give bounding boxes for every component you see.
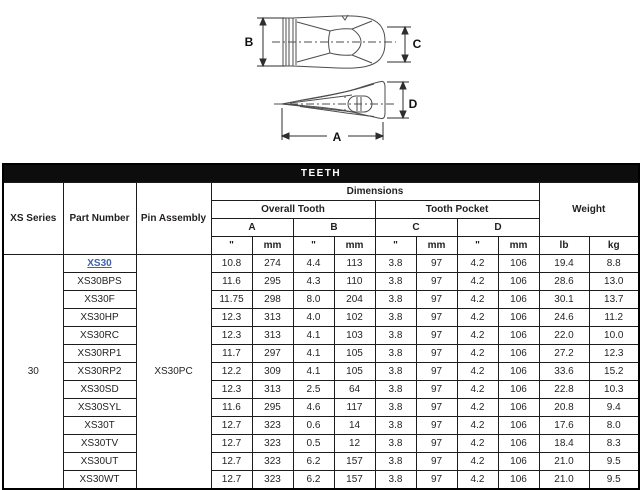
value-cell: 106 <box>498 291 539 309</box>
value-cell: 3.8 <box>375 453 416 471</box>
value-cell: 97 <box>416 327 457 345</box>
value-cell: 64 <box>334 381 375 399</box>
value-cell: 323 <box>252 435 293 453</box>
dim-label-c: C <box>412 37 422 51</box>
value-cell: 17.6 <box>539 417 589 435</box>
value-cell: 4.2 <box>457 453 498 471</box>
part-number-cell: XS30F <box>63 291 136 309</box>
value-cell: 106 <box>498 345 539 363</box>
value-cell: 106 <box>498 435 539 453</box>
series-value-cell: 30 <box>3 255 63 490</box>
value-cell: 12.3 <box>211 381 252 399</box>
unit-header-inch: " <box>457 237 498 255</box>
value-cell: 3.8 <box>375 309 416 327</box>
value-cell: 22.0 <box>539 327 589 345</box>
value-cell: 97 <box>416 345 457 363</box>
value-cell: 3.8 <box>375 345 416 363</box>
part-number-cell <box>63 255 136 273</box>
value-cell: 24.6 <box>539 309 589 327</box>
value-cell: 106 <box>498 471 539 490</box>
value-cell: 33.6 <box>539 363 589 381</box>
value-cell: 4.1 <box>293 327 334 345</box>
unit-header-mm: mm <box>416 237 457 255</box>
value-cell: 9.4 <box>589 399 639 417</box>
dim-c-arrow <box>387 27 411 62</box>
value-cell: 12.7 <box>211 453 252 471</box>
value-cell: 20.8 <box>539 399 589 417</box>
value-cell: 12 <box>334 435 375 453</box>
value-cell: 4.1 <box>293 345 334 363</box>
header-row-1 <box>3 183 639 201</box>
pin-assembly-value-cell: XS30PC <box>136 255 211 490</box>
value-cell: 4.4 <box>293 255 334 273</box>
part-number-link[interactable]: XS30 <box>87 257 112 269</box>
value-cell: 274 <box>252 255 293 273</box>
value-cell: 313 <box>252 327 293 345</box>
part-number-cell: XS30T <box>63 417 136 435</box>
value-cell: 13.7 <box>589 291 639 309</box>
value-cell: 102 <box>334 309 375 327</box>
col-header-pin-assembly: Pin Assembly <box>136 183 211 255</box>
value-cell: 6.2 <box>293 453 334 471</box>
value-cell: 12.3 <box>589 345 639 363</box>
value-cell: 323 <box>252 471 293 490</box>
tooth-side-view <box>274 81 396 118</box>
unit-header-lb: lb <box>539 237 589 255</box>
part-number-cell: XS30RP1 <box>63 345 136 363</box>
value-cell: 106 <box>498 417 539 435</box>
part-number-cell: XS30TV <box>63 435 136 453</box>
value-cell: 97 <box>416 381 457 399</box>
part-number-cell: XS30RP2 <box>63 363 136 381</box>
value-cell: 323 <box>252 417 293 435</box>
value-cell: 8.0 <box>293 291 334 309</box>
value-cell: 4.2 <box>457 255 498 273</box>
part-number-cell: XS30RC <box>63 327 136 345</box>
value-cell: 103 <box>334 327 375 345</box>
value-cell: 97 <box>416 399 457 417</box>
value-cell: 4.6 <box>293 399 334 417</box>
value-cell: 4.2 <box>457 363 498 381</box>
value-cell: 3.8 <box>375 381 416 399</box>
unit-header-mm: mm <box>498 237 539 255</box>
col-header-tooth-pocket: Tooth Pocket <box>375 201 539 219</box>
table-row <box>3 309 639 327</box>
value-cell: 313 <box>252 309 293 327</box>
col-header-dim-d: D <box>457 219 539 237</box>
part-number-cell: XS30HP <box>63 309 136 327</box>
value-cell: 12.3 <box>211 327 252 345</box>
value-cell: 11.2 <box>589 309 639 327</box>
value-cell: 3.8 <box>375 273 416 291</box>
dim-b-arrow <box>257 18 285 66</box>
col-header-dimensions: Dimensions <box>211 183 539 201</box>
value-cell: 295 <box>252 273 293 291</box>
value-cell: 22.8 <box>539 381 589 399</box>
value-cell: 106 <box>498 363 539 381</box>
col-header-overall-tooth: Overall Tooth <box>211 201 375 219</box>
value-cell: 21.0 <box>539 471 589 490</box>
tooth-dimension-diagram <box>0 0 640 163</box>
part-number-cell: XS30UT <box>63 453 136 471</box>
value-cell: 14 <box>334 417 375 435</box>
col-header-part-number: Part Number <box>63 183 136 255</box>
value-cell: 15.2 <box>589 363 639 381</box>
value-cell: 18.4 <box>539 435 589 453</box>
value-cell: 106 <box>498 273 539 291</box>
value-cell: 4.2 <box>457 273 498 291</box>
dim-label-d: D <box>408 97 418 111</box>
value-cell: 3.8 <box>375 363 416 381</box>
value-cell: 157 <box>334 453 375 471</box>
value-cell: 4.2 <box>457 345 498 363</box>
table-title: TEETH <box>3 164 639 183</box>
value-cell: 4.2 <box>457 291 498 309</box>
dim-d-arrow <box>387 82 409 118</box>
table-row <box>3 381 639 399</box>
col-header-dim-b: B <box>293 219 375 237</box>
value-cell: 12.7 <box>211 471 252 490</box>
value-cell: 113 <box>334 255 375 273</box>
unit-header-inch: " <box>293 237 334 255</box>
value-cell: 12.7 <box>211 417 252 435</box>
col-header-xs-series: XS Series <box>3 183 63 255</box>
value-cell: 4.2 <box>457 327 498 345</box>
table-row <box>3 435 639 453</box>
table-row <box>3 291 639 309</box>
value-cell: 97 <box>416 417 457 435</box>
value-cell: 106 <box>498 381 539 399</box>
part-number-cell: XS30SD <box>63 381 136 399</box>
value-cell: 3.8 <box>375 417 416 435</box>
value-cell: 11.6 <box>211 399 252 417</box>
value-cell: 97 <box>416 309 457 327</box>
value-cell: 3.8 <box>375 399 416 417</box>
unit-header-mm: mm <box>334 237 375 255</box>
value-cell: 105 <box>334 363 375 381</box>
value-cell: 2.5 <box>293 381 334 399</box>
value-cell: 11.7 <box>211 345 252 363</box>
col-header-dim-a: A <box>211 219 293 237</box>
value-cell: 8.8 <box>589 255 639 273</box>
value-cell: 106 <box>498 309 539 327</box>
value-cell: 4.1 <box>293 363 334 381</box>
value-cell: 97 <box>416 273 457 291</box>
value-cell: 298 <box>252 291 293 309</box>
col-header-dim-c: C <box>375 219 457 237</box>
value-cell: 157 <box>334 471 375 490</box>
table-header <box>3 164 639 255</box>
banner-row <box>3 164 639 183</box>
value-cell: 106 <box>498 327 539 345</box>
value-cell: 3.8 <box>375 255 416 273</box>
table-row <box>3 471 639 490</box>
value-cell: 27.2 <box>539 345 589 363</box>
value-cell: 8.0 <box>589 417 639 435</box>
table-row <box>3 399 639 417</box>
table-row <box>3 453 639 471</box>
table-row <box>3 345 639 363</box>
value-cell: 97 <box>416 255 457 273</box>
table-row <box>3 417 639 435</box>
value-cell: 30.1 <box>539 291 589 309</box>
value-cell: 106 <box>498 399 539 417</box>
unit-header-mm: mm <box>252 237 293 255</box>
value-cell: 10.8 <box>211 255 252 273</box>
value-cell: 9.5 <box>589 453 639 471</box>
value-cell: 0.5 <box>293 435 334 453</box>
value-cell: 3.8 <box>375 291 416 309</box>
value-cell: 313 <box>252 381 293 399</box>
value-cell: 106 <box>498 255 539 273</box>
value-cell: 4.3 <box>293 273 334 291</box>
value-cell: 97 <box>416 453 457 471</box>
teeth-spec-table <box>2 163 640 490</box>
table-row <box>3 255 639 273</box>
value-cell: 4.2 <box>457 399 498 417</box>
part-number-cell: XS30SYL <box>63 399 136 417</box>
value-cell: 21.0 <box>539 453 589 471</box>
value-cell: 3.8 <box>375 471 416 490</box>
part-number-cell: XS30WT <box>63 471 136 490</box>
value-cell: 204 <box>334 291 375 309</box>
value-cell: 10.0 <box>589 327 639 345</box>
value-cell: 4.0 <box>293 309 334 327</box>
unit-header-inch: " <box>211 237 252 255</box>
value-cell: 6.2 <box>293 471 334 490</box>
value-cell: 3.8 <box>375 435 416 453</box>
table-row <box>3 327 639 345</box>
value-cell: 105 <box>334 345 375 363</box>
col-header-weight: Weight <box>539 183 639 237</box>
value-cell: 12.3 <box>211 309 252 327</box>
value-cell: 117 <box>334 399 375 417</box>
value-cell: 13.0 <box>589 273 639 291</box>
value-cell: 97 <box>416 471 457 490</box>
value-cell: 323 <box>252 453 293 471</box>
value-cell: 0.6 <box>293 417 334 435</box>
dim-label-b: B <box>244 35 254 49</box>
table-row <box>3 273 639 291</box>
value-cell: 9.5 <box>589 471 639 490</box>
value-cell: 97 <box>416 435 457 453</box>
value-cell: 4.2 <box>457 471 498 490</box>
value-cell: 4.2 <box>457 309 498 327</box>
value-cell: 309 <box>252 363 293 381</box>
value-cell: 8.3 <box>589 435 639 453</box>
dim-label-a: A <box>332 130 342 144</box>
unit-header-inch: " <box>375 237 416 255</box>
value-cell: 4.2 <box>457 381 498 399</box>
value-cell: 12.2 <box>211 363 252 381</box>
value-cell: 295 <box>252 399 293 417</box>
value-cell: 4.2 <box>457 435 498 453</box>
unit-header-kg: kg <box>589 237 639 255</box>
value-cell: 19.4 <box>539 255 589 273</box>
teeth-table-body <box>3 255 639 490</box>
value-cell: 4.2 <box>457 417 498 435</box>
value-cell: 3.8 <box>375 327 416 345</box>
value-cell: 106 <box>498 453 539 471</box>
value-cell: 28.6 <box>539 273 589 291</box>
tooth-top-view <box>272 15 396 68</box>
part-number-cell: XS30BPS <box>63 273 136 291</box>
value-cell: 11.75 <box>211 291 252 309</box>
value-cell: 12.7 <box>211 435 252 453</box>
value-cell: 97 <box>416 291 457 309</box>
value-cell: 11.6 <box>211 273 252 291</box>
tooth-diagram-svg <box>0 0 640 163</box>
value-cell: 10.3 <box>589 381 639 399</box>
value-cell: 297 <box>252 345 293 363</box>
value-cell: 97 <box>416 363 457 381</box>
table-row <box>3 363 639 381</box>
value-cell: 110 <box>334 273 375 291</box>
